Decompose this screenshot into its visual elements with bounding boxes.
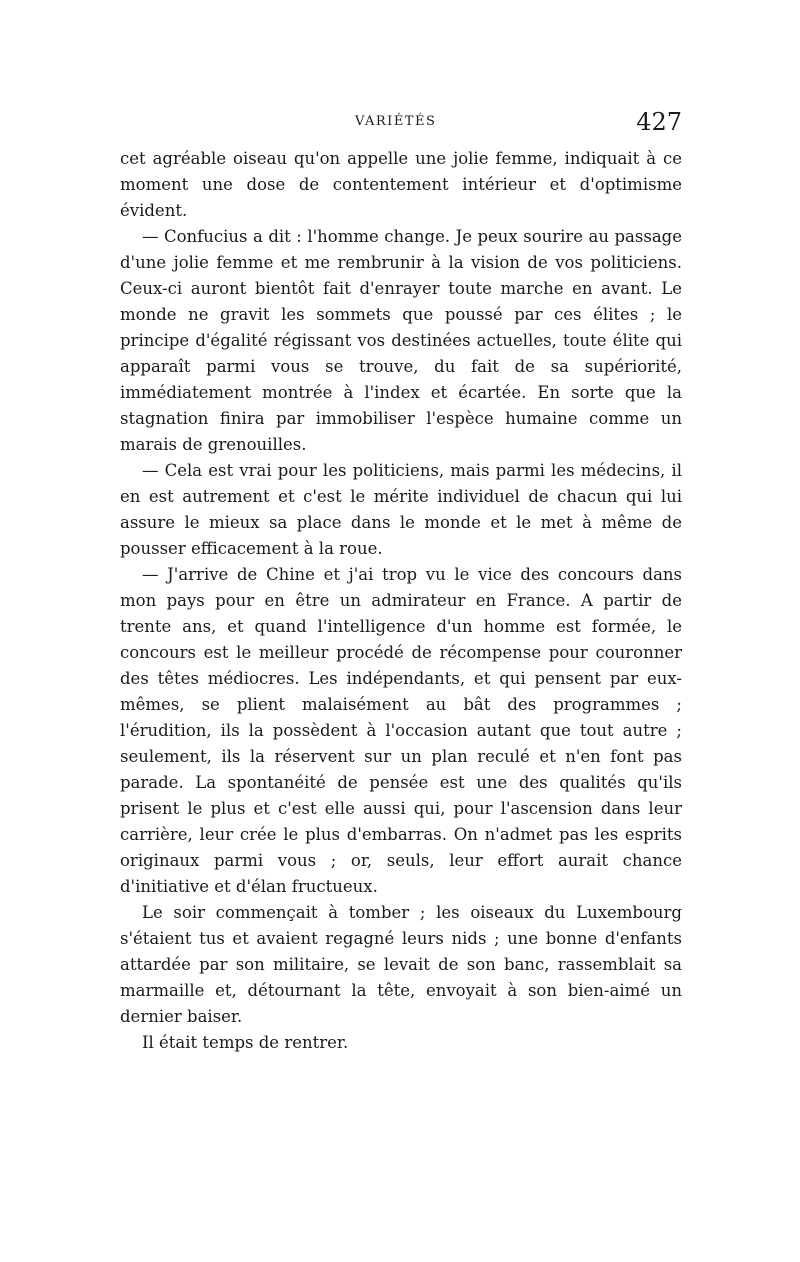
running-title: VARIÉTÉS bbox=[355, 114, 437, 129]
paragraph-continuation: cet agréable oiseau qu'on appelle une jolie femme, indiquait à ce moment une dose de contentement intérieur et d'optimisme évident. bbox=[120, 149, 682, 220]
running-head bbox=[120, 108, 682, 146]
paragraph-confucius: — Confucius a dit : l'homme change. Je peux sourire au passage d'une jolie femme et me rembrunir à la vision de vos politiciens. Ceux-ci auront bientôt fait d'enrayer toute marche en avant. Le monde ne gravit les sommets que poussé par ces élites ; le principe d'égalité régissant vos destinées actuelles, toute élite qui apparaît parmi vous se trouve, du fait de sa supériorité, immédiatement montrée à l'index et écartée. En sorte que la stagnation finira par immobiliser l'espèce humaine comme un marais de grenouilles. bbox=[120, 227, 682, 454]
paragraph-medecins: — Cela est vrai pour les politiciens, mais parmi les médecins, il en est autrement et c'est le mérite individuel de chacun qui lui assure le mieux sa place dans le monde et le met à même de pousser efficacement à la roue. bbox=[120, 461, 682, 558]
page-number: 427 bbox=[636, 108, 682, 136]
book-page bbox=[120, 108, 682, 1056]
paragraph-final: Il était temps de rentrer. bbox=[142, 1033, 349, 1052]
body-text bbox=[120, 146, 682, 1056]
paragraph-chine: — J'arrive de Chine et j'ai trop vu le vice des concours dans mon pays pour en être un admirateur en France. A partir de trente ans, et quand l'intelligence d'un homme est formée, le concours est le meilleur procédé de récompense pour couronner des têtes médiocres. Les indépendants, et qui pensent par eux-mêmes, se plient malaisément au bât des programmes ; l'érudition, ils la possèdent à l'occasion autant que tout autre ; seulement, ils la réservent sur un plan reculé et n'en font pas parade. La spontanéité de pensée est une des qualités qu'ils prisent le plus et c'est elle aussi qui, pour l'ascension dans leur carrière, leur crée le plus d'embarras. On n'admet pas les esprits originaux parmi vous ; or, seuls, leur effort aurait chance d'initiative et d'élan fructueux. bbox=[120, 565, 682, 896]
paragraph-soir: Le soir commençait à tomber ; les oiseaux du Luxembourg s'étaient tus et avaient regagné leurs nids ; une bonne d'enfants attardée par son militaire, se levait de son banc, rassemblait sa marmaille et, détournant la tête, envoyait à son bien-aimé un dernier baiser. bbox=[120, 903, 682, 1026]
